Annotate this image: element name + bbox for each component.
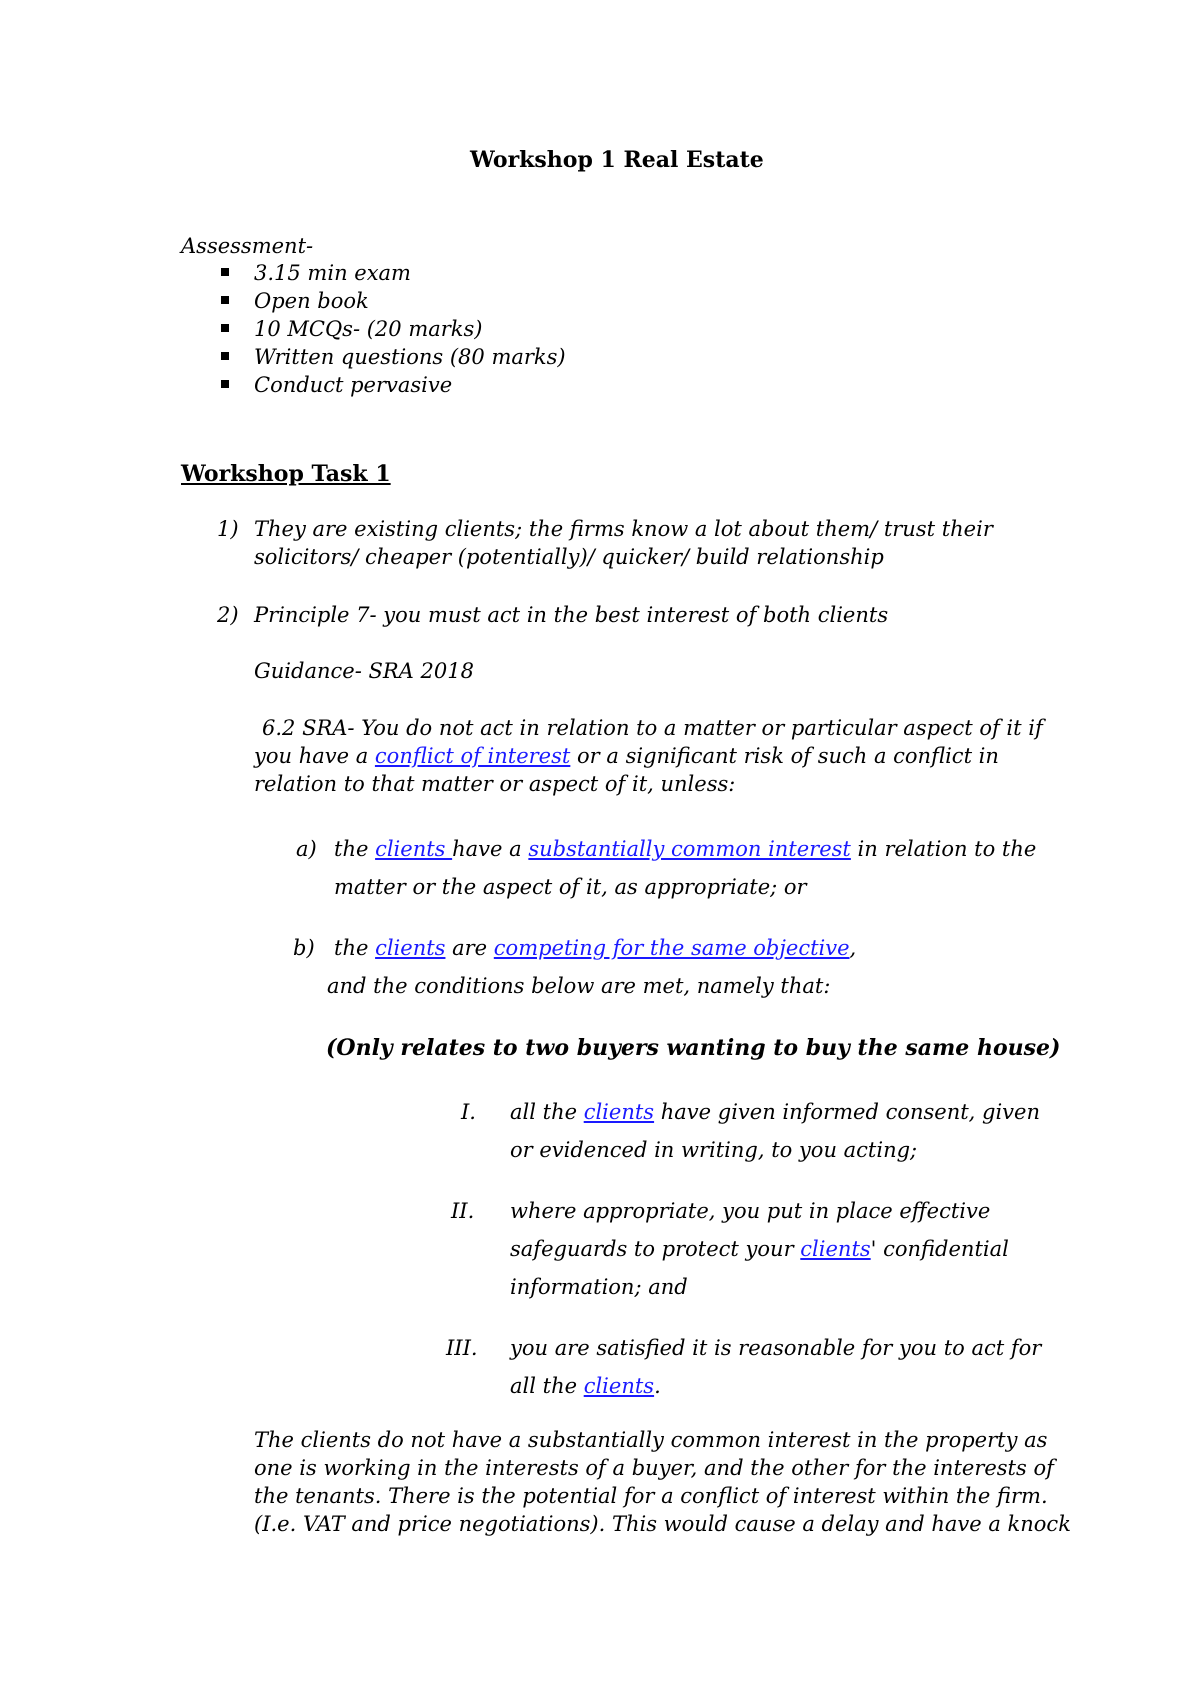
clients-link[interactable]: clients xyxy=(583,1100,655,1124)
roman-ii-text: ' confidential xyxy=(870,1237,1009,1261)
roman-ii-line: information; and xyxy=(510,1275,688,1299)
clients-link[interactable]: clients xyxy=(583,1374,655,1398)
q1-number: 1) xyxy=(217,517,239,541)
substantially-common-interest-link[interactable]: substantially common interest xyxy=(528,837,851,861)
conclusion-line: (I.e. VAT and price negotiations). This would cause a delay and have a knock xyxy=(254,1512,1071,1536)
conclusion-line: the tenants. There is the potential for a conflict of interest within the firm. xyxy=(254,1484,1048,1508)
clients-link[interactable]: clients xyxy=(375,837,453,861)
bullet-icon xyxy=(221,324,229,332)
sub-a-text: in relation to the xyxy=(850,837,1037,861)
sub-a-label: a) xyxy=(296,837,317,861)
rule-text: you have a xyxy=(254,744,375,768)
clients-link[interactable]: clients xyxy=(800,1237,871,1261)
roman-ii-text: safeguards to protect your xyxy=(510,1237,801,1261)
conclusion-line: The clients do not have a substantially common interest in the property as xyxy=(254,1428,1048,1452)
roman-ii-line: where appropriate, you put in place effective xyxy=(510,1199,991,1223)
roman-i-text: have given informed consent, given xyxy=(654,1100,1040,1124)
sub-a-line: matter or the aspect of it, as appropriate; or xyxy=(334,875,807,899)
guidance-line: Guidance- SRA 2018 xyxy=(254,659,474,683)
rule-line: relation to that matter or aspect of it, unless: xyxy=(254,772,736,796)
sub-b-text: the xyxy=(334,936,376,960)
roman-iii-text: . xyxy=(654,1374,661,1398)
rule-text: or a significant risk of such a conflict in xyxy=(570,744,999,768)
q2-number: 2) xyxy=(217,603,239,627)
sub-b-label: b) xyxy=(293,936,315,960)
sub-a-text: the xyxy=(334,837,376,861)
bullet-icon xyxy=(221,352,229,360)
roman-iii-label: III. xyxy=(446,1336,478,1360)
roman-ii-label: II. xyxy=(451,1199,475,1223)
assessment-item: 10 MCQs- (20 marks) xyxy=(254,317,483,341)
roman-iii-line: you are satisfied it is reasonable for you to act for xyxy=(510,1336,1042,1360)
roman-iii-text: all the xyxy=(510,1374,584,1398)
roman-i-label: I. xyxy=(461,1100,476,1124)
sub-b-line: and the conditions below are met, namely that: xyxy=(327,974,831,998)
assessment-item: 3.15 min exam xyxy=(254,261,411,285)
rule-line: 6.2 SRA- You do not act in relation to a matter or particular aspect of it if xyxy=(262,716,1043,740)
q1-line: solicitors/ cheaper (potentially)/ quicker/ build relationship xyxy=(254,545,884,569)
conflict-of-interest-link[interactable]: conflict of interest xyxy=(374,744,571,768)
roman-i-text: all the xyxy=(510,1100,584,1124)
assessment-item: Open book xyxy=(254,289,369,313)
assessment-item: Written questions (80 marks) xyxy=(254,345,566,369)
rule-line xyxy=(254,742,999,770)
q2-line: Principle 7- you must act in the best interest of both clients xyxy=(254,603,889,627)
roman-i-line xyxy=(510,1098,1040,1126)
bullet-icon xyxy=(221,268,229,276)
bullet-icon xyxy=(221,296,229,304)
competing-for-same-objective-link[interactable]: competing for the same objective xyxy=(493,936,850,960)
bullet-icon xyxy=(221,380,229,388)
task-heading: Workshop Task 1 xyxy=(181,461,391,487)
roman-i-line: or evidenced in writing, to you acting; xyxy=(510,1138,918,1162)
q1-line: They are existing clients; the firms know a lot about them/ trust their xyxy=(254,517,993,541)
bold-note: (Only relates to two buyers wanting to buy the same house) xyxy=(326,1035,1061,1061)
roman-iii-line xyxy=(510,1372,661,1400)
sub-b-line xyxy=(334,934,856,962)
conclusion-line: one is working in the interests of a buyer, and the other for the interests of xyxy=(254,1456,1054,1480)
roman-ii-line xyxy=(510,1235,1009,1263)
sub-b-text: , xyxy=(849,936,857,960)
assessment-item: Conduct pervasive xyxy=(254,373,453,397)
sub-b-text: are xyxy=(445,936,494,960)
clients-link[interactable]: clients xyxy=(375,936,446,960)
document-title: Workshop 1 Real Estate xyxy=(470,147,764,173)
assessment-heading: Assessment- xyxy=(181,234,314,258)
sub-a-line xyxy=(334,835,1036,863)
sub-a-text: have a xyxy=(452,837,529,861)
